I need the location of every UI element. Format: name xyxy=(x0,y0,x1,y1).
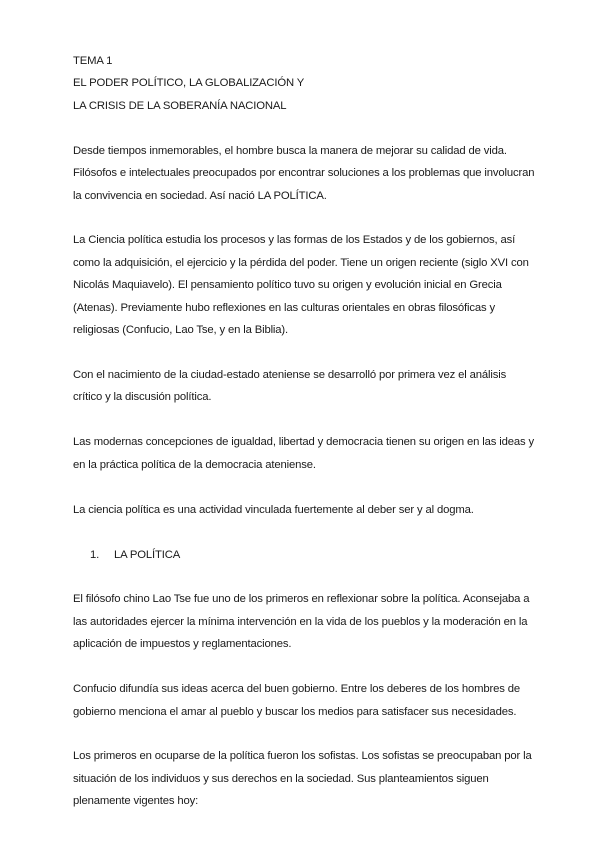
paragraph-democracy: Las modernas concepciones de igualdad, libertad y democracia tienen su origen en las ideas y en la práctica política de la democracia ateniense. xyxy=(73,436,534,471)
document-body xyxy=(73,50,535,813)
document-title xyxy=(73,50,535,117)
section-heading xyxy=(73,544,535,566)
paragraph-confucio: Confucio difundía sus ideas acerca del buen gobierno. Entre los deberes de los hombres de gobierno menciona el amar al pueblo y buscar los medios para satisfacer sus necesidades. xyxy=(73,683,520,718)
paragraph-athens: Con el nacimiento de la ciudad-estado ateniense se desarrolló por primera vez el análisis crítico y la discusión política. xyxy=(73,368,507,404)
paragraph-dogma: La ciencia política es una actividad vinculada fuertemente al deber ser y al dogma. xyxy=(73,503,474,516)
title-line-main: EL PODER POLÍTICO, LA GLOBALIZACIÓN Y xyxy=(73,77,305,90)
paragraph-lao-tse: El filósofo chino Lao Tse fue uno de los primeros en reflexionar sobre la política. Aconsejaba a las autoridades ejercer la mínima intervención en la vida de los pueblos y la moderación en la aplicación de impuestos y reglamentaciones. xyxy=(73,593,530,651)
paragraph-intro: Desde tiempos inmemorables, el hombre busca la manera de mejorar su calidad de vida. Filósofos e intelectuales preocupados por encontrar soluciones a los problemas que involucran la convivencia en sociedad. Así nació LA POLÍTICA. xyxy=(73,144,535,202)
paragraph-sofistas: Los primeros en ocuparse de la política fueron los sofistas. Los sofistas se preocupaban por la situación de los individuos y sus derechos en la sociedad. Sus planteamientos siguen plenamente vigentes hoy: xyxy=(73,750,532,808)
section-title: LA POLÍTICA xyxy=(114,548,181,561)
title-line-topic: TEMA 1 xyxy=(73,55,113,67)
section-number: 1. xyxy=(90,548,100,561)
paragraph-political-science: La Ciencia política estudia los procesos y las formas de los Estados y de los gobiernos, así como la adquisición, el ejercicio y la pérdida del poder. Tiene un origen reciente (siglo XVI con Nicolás Maquiavelo). El pensamiento político tuvo su origen y evolución inicial en Grecia (Atenas). Previamente hubo reflexiones en las culturas orientales en obras filosóficas y religiosas (Confucio, Lao Tse, y en la Biblia). xyxy=(73,234,529,337)
title-line-sub: LA CRISIS DE LA SOBERANÍA NACIONAL xyxy=(73,99,287,112)
